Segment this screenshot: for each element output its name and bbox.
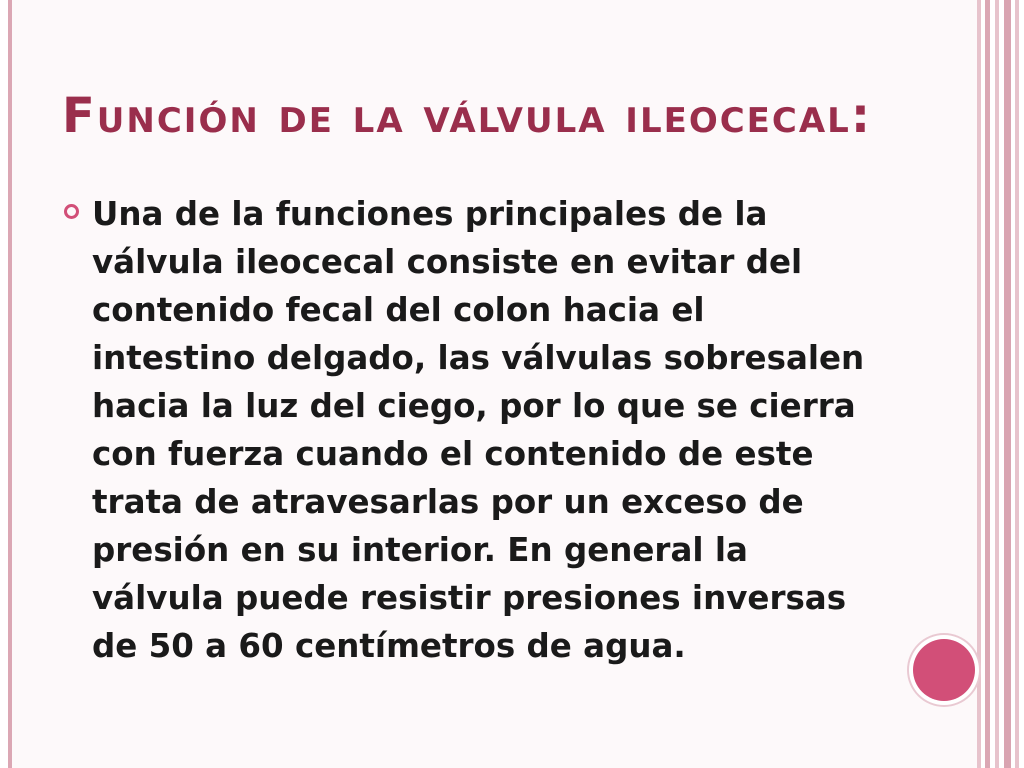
bullet-line: con fuerza cuando el contenido de este <box>92 435 814 473</box>
bullet-line: válvula puede resistir presiones inversas <box>92 579 847 617</box>
bullet-line: intestino delgado, las válvulas sobresalen <box>92 339 865 377</box>
bullet-line: hacia la luz del ciego, por lo que se cierra <box>92 387 856 425</box>
decorative-stripe <box>995 0 999 768</box>
right-decorative-stripes <box>977 0 1024 768</box>
decorative-stripe <box>1004 0 1011 768</box>
circle-bullet-icon <box>64 204 79 219</box>
decorative-stripe <box>977 0 981 768</box>
decorative-stripe <box>1015 0 1019 768</box>
bullet-line: trata de atravesarlas por un exceso de <box>92 483 804 521</box>
accent-circle <box>913 639 975 701</box>
bullet-line: Una de la funciones principales de la <box>92 195 768 233</box>
bullet-line: contenido fecal del colon hacia el <box>92 291 705 329</box>
bullet-line: válvula ileocecal consiste en evitar del <box>92 243 803 281</box>
slide-title: Función de la válvula ileocecal: <box>62 88 873 144</box>
bullet-list <box>60 190 900 670</box>
bullet-item <box>60 190 900 670</box>
bullet-line: presión en su interior. En general la <box>92 531 748 569</box>
bullet-line: de 50 a 60 centímetros de agua. <box>92 627 686 665</box>
decorative-stripe <box>985 0 990 768</box>
